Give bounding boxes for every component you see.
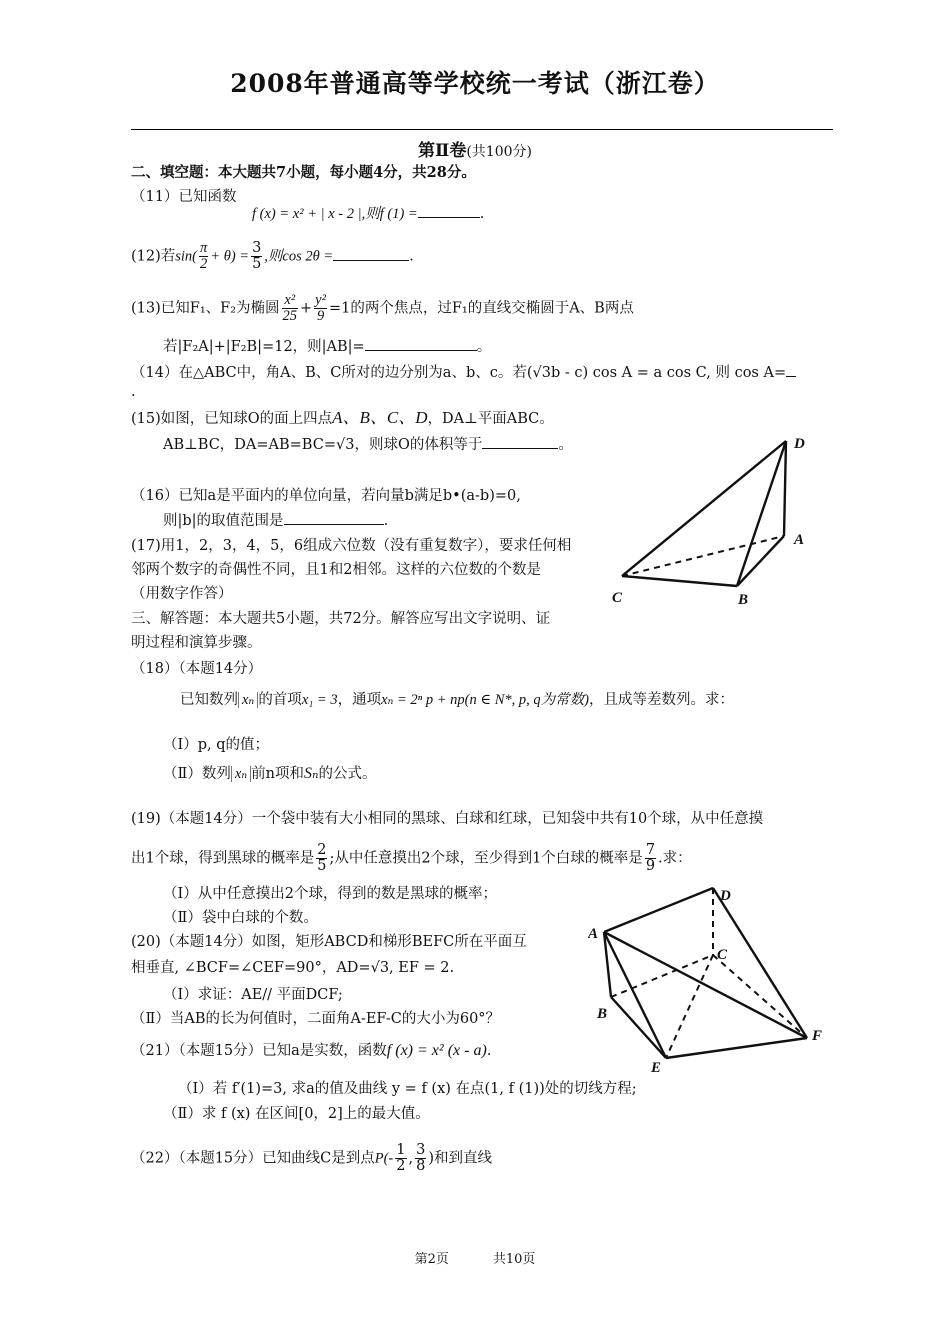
q13-rest: =1的两个焦点，过F₁的直线交椭圆于A、B两点 (328, 300, 634, 317)
q18-part2-xn: xₙ (231, 766, 251, 782)
q18-stem (180, 690, 734, 710)
q20-part2: （Ⅱ）当AB的长为何值时，二面角A-EF-C的大小为60°？ (131, 1011, 501, 1027)
q11-formula: f (x) = x² + | x - 2 |,则f (1) = (252, 206, 418, 222)
q21-part1: （Ⅰ）若 f′(1)=3, 求a的值及曲线 y = f (x) 在点(1, f (1))处的切线方程; (178, 1081, 637, 1097)
q19-line1: (19)（本题14分）一个袋中装有大小相同的黑球、白球和红球，已知袋中共有10个球，从中任意摸 (131, 811, 764, 827)
page-footer (0, 1248, 950, 1267)
section-name: 第Ⅱ卷 (418, 141, 467, 161)
q15-end: 。 (558, 437, 573, 453)
q18-formula: xₙ = 2ⁿ p + np(n ∈ N*, p, q为常数) (381, 692, 589, 708)
q18-x1: x₁ = 3 (301, 692, 338, 708)
answer-section-line1: 三、解答题：本大题共5小题，共72分。解答应写出文字说明、证 (131, 611, 551, 627)
q22-point-open: P(- (374, 1150, 394, 1167)
q12-two: 2 (200, 256, 208, 272)
q12-frac-3-5 (251, 241, 262, 272)
fig2-label-e: E (651, 1060, 662, 1076)
fig1-label-b: B (738, 592, 749, 608)
q13-x2: x² (282, 293, 299, 309)
fig1-label-c: C (612, 590, 623, 606)
q19-line2 (131, 843, 692, 874)
q12-tail: ,则cos 2θ = (264, 248, 334, 265)
q19-line2-b: ;从中任意摸出2个球，至少得到1个白球的概率是 (329, 850, 643, 867)
q18-part2 (163, 764, 377, 784)
fig2-label-a: A (588, 926, 599, 942)
q15-condition: AB⊥BC，DA=AB=BC=√3，则球O的体积等于 (163, 437, 483, 453)
q19-part1: （Ⅰ）从中任意摸出2个球，得到的数是黑球的概率； (163, 886, 497, 902)
q22-frac-3-8 (415, 1143, 426, 1174)
q13-25: 25 (282, 308, 298, 324)
page-number: 第2页 (414, 1252, 449, 1267)
q15-line2 (163, 434, 573, 455)
q18-part1: （Ⅰ）p, q的值； (163, 737, 270, 753)
fig2-label-b: B (597, 1006, 608, 1022)
q18-part2-b: 前n项和 (251, 766, 305, 782)
fig2-label-f: F (812, 1028, 823, 1044)
q20-line2: 相垂直, ∠BCF=∠CEF=90°，AD=√3, EF = 2. (131, 960, 455, 976)
q13-line1: (13)已知F₁、F₂为椭圆 $\frac{\text{x²}}{25}$ + $\frac{\text{y²}}{9}$ =1的两个焦点，过F₁的直线交椭圆于A、B两点 (131, 292, 634, 324)
q18-label: （18）（本题14分） (131, 661, 263, 677)
q12-frac-pi-2 (199, 241, 208, 272)
q18-stem-d: ，且成等差数列。求： (588, 692, 734, 708)
q21-func: f (x) = x² (x - a) (386, 1042, 487, 1059)
q16-line1: （16）已知a是平面内的单位向量，若向量b满足b•(a-b)=0, (131, 488, 521, 504)
q12-mid: + θ) = (210, 248, 250, 265)
fig1-label-a: A (794, 532, 805, 548)
fig1-label-d: D (794, 436, 805, 452)
q13-frac-x (282, 293, 299, 324)
q16-line2 (163, 510, 388, 531)
q19-f2n: 7 (645, 842, 656, 858)
q12-label: (12)若 (131, 248, 176, 265)
q19-line2-a: 出1个球，得到黑球的概率是 (131, 850, 315, 867)
q21-intro: （21）（本题15分）已知a是实数，函数 (131, 1043, 387, 1059)
prism-figure (588, 880, 832, 1076)
q12-pi: π (200, 240, 208, 256)
q22-intro: （22）（本题15分）已知曲线C是到点 (131, 1150, 375, 1167)
q12-sin: sin( (175, 248, 198, 265)
q22-n2: 3 (416, 1142, 426, 1158)
q18-stem-b: 的首项 (258, 692, 302, 708)
q19-f1n: 2 (317, 842, 327, 858)
q20-part1: （Ⅰ）求证：AE// 平面DCF; (163, 987, 343, 1003)
q13-intro: (13)已知F₁、F₂为椭圆 (131, 300, 280, 317)
q13-condition: 若|F₂A|+|F₂B|=12，则|AB|= (163, 339, 365, 355)
q18-stem-a: 已知数列 (180, 692, 238, 708)
q13-9: 9 (316, 308, 325, 324)
page-total: 共10页 (492, 1252, 536, 1267)
q12-num: 3 (252, 240, 262, 256)
q12-den: 5 (252, 256, 262, 272)
q18-stem-c: ，通项 (337, 692, 382, 708)
q22-d1: 2 (396, 1158, 406, 1174)
q22-rest: )和到直线 (428, 1150, 493, 1167)
q18-part2-a: （Ⅱ）数列 (163, 766, 231, 782)
q22-n1: 1 (396, 1142, 406, 1158)
q18-part2-c: 的公式。 (318, 766, 377, 782)
q15-intro: (15)如图，已知球O的面上四点 (131, 411, 333, 427)
q19-part2: （Ⅱ）袋中白球的个数。 (163, 910, 318, 926)
q19-frac-2-5 (316, 843, 327, 874)
q14-blank (786, 362, 796, 377)
exam-title: 2008年普通高等学校统一考试（浙江卷） (230, 69, 720, 98)
q15-points: A、B、C、D (332, 408, 428, 427)
q21-line1: （21）（本题15分）已知a是实数，函数f (x) = x² (x - a). (131, 1042, 492, 1059)
q12: (12)若sin( $\frac{\pi}{2}$ + θ) = $\frac{3}{5}$ ,则cos 2θ = . (131, 240, 414, 272)
q13-y2: y² (315, 292, 326, 308)
section-title (0, 136, 950, 161)
q14-line (131, 362, 796, 383)
q15-line1 (131, 408, 554, 429)
q13-line2: 若|F₂A|+|F₂B|=12，则|AB|= 。 (163, 336, 491, 357)
fill-section-heading: 二、填空题：本大题共7小题，每小题4分，共28分。 (131, 164, 476, 181)
fig2-label-d: D (720, 888, 731, 904)
q17-line1: (17)用1，2，3，4，5，6组成六位数（没有重复数字），要求任何相 (131, 538, 572, 554)
q11-blank (418, 203, 480, 218)
q21-part2: （Ⅱ）求 f (x) 在区间[0，2]上的最大值。 (163, 1106, 430, 1122)
q14-dot: . (131, 384, 136, 400)
q22-frac-1-2 (395, 1143, 406, 1174)
q22-d2: 8 (416, 1158, 426, 1174)
q17-line3: （用数字作答） (131, 586, 233, 602)
q17-line2: 邻两个数字的奇偶性不同，且1和2相邻。这样的六位数的个数是 (131, 562, 541, 578)
q18-xn: xₙ (238, 692, 258, 708)
q13-frac-y (314, 293, 327, 324)
q16-condition: 则|b|的取值范围是 (163, 513, 284, 529)
q13-blank (365, 336, 477, 351)
q19-f1d: 5 (317, 858, 327, 874)
q19-line2-c: .求： (658, 850, 692, 867)
title-divider (131, 129, 833, 130)
q22-line1: （22）（本题15分）已知曲线C是到点P(- $\frac{1}{2}$ , $\frac{3}{8}$ )和到直线 (131, 1142, 493, 1174)
q15-blank (482, 434, 558, 449)
q11-label: （11）已知函数 (131, 189, 237, 205)
q16-blank (284, 510, 384, 525)
q16-end: . (383, 513, 389, 529)
q15-perp: ，DA⊥平面ABC。 (427, 411, 554, 427)
answer-section-line2: 明过程和演算步骤。 (131, 635, 262, 651)
q12-blank (333, 246, 409, 261)
q20-line1: (20)（本题14分）如图，矩形ABCD和梯形BEFC所在平面互 (131, 934, 527, 950)
q11-expression: f (x) = x² + | x - 2 |,则f (1) = . (252, 203, 484, 224)
q19-f2d: 9 (645, 858, 656, 874)
tetrahedron-figure (612, 430, 824, 610)
section-points: (共100分) (466, 144, 532, 160)
q19-frac-7-9 (645, 843, 656, 874)
fig2-label-c: C (717, 947, 728, 963)
q14-text: （14）在△ABC中，角A、B、C所对的边分别为a、b、c。若(√3b - c) cos A = a cos C, 则 cos A= (131, 365, 787, 381)
q18-sn: Sₙ (304, 765, 319, 782)
